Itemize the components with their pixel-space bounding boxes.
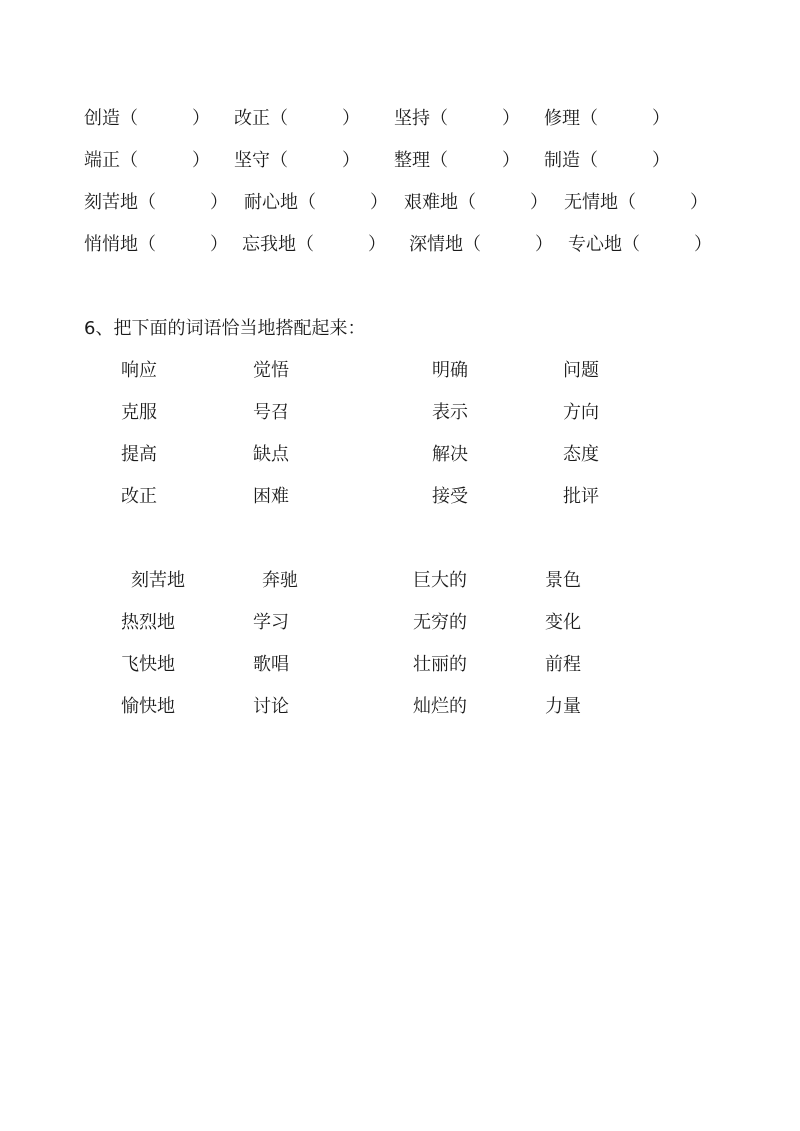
fill-item xyxy=(244,188,388,218)
fill-item xyxy=(242,230,386,260)
blank-parentheses[interactable]: （ ） xyxy=(270,108,360,129)
fill-word: 端正 xyxy=(84,150,120,171)
match-word[interactable]: 奔驰 xyxy=(262,570,298,591)
match-word[interactable]: 歌唱 xyxy=(253,654,289,675)
fill-word: 坚守 xyxy=(234,150,270,171)
match-row xyxy=(0,356,800,386)
blank-parentheses[interactable]: （ ） xyxy=(296,234,386,255)
match-word[interactable]: 明确 xyxy=(432,360,468,381)
match-word[interactable]: 灿烂的 xyxy=(413,696,467,717)
fill-item xyxy=(84,188,228,218)
fill-word: 刻苦地 xyxy=(84,192,138,213)
match-word[interactable]: 改正 xyxy=(121,486,157,507)
blank-parentheses[interactable]: （ ） xyxy=(622,234,712,255)
fill-word: 改正 xyxy=(234,108,270,129)
match-word[interactable]: 解决 xyxy=(432,444,468,465)
fill-item xyxy=(404,188,548,218)
match-word[interactable]: 力量 xyxy=(545,696,581,717)
fill-item xyxy=(564,188,708,218)
blank-parentheses[interactable]: （ ） xyxy=(120,108,210,129)
fill-item xyxy=(84,146,210,176)
fill-word: 整理 xyxy=(394,150,430,171)
blank-parentheses[interactable]: （ ） xyxy=(430,108,520,129)
match-word[interactable]: 缺点 xyxy=(253,444,289,465)
blank-parentheses[interactable]: （ ） xyxy=(138,234,228,255)
blank-parentheses[interactable]: （ ） xyxy=(138,192,228,213)
match-word[interactable]: 讨论 xyxy=(253,696,289,717)
fill-word: 悄悄地 xyxy=(84,234,138,255)
match-word[interactable]: 克服 xyxy=(121,402,157,423)
match-word[interactable]: 学习 xyxy=(253,612,289,633)
fill-item xyxy=(394,104,520,134)
fill-item xyxy=(409,230,553,260)
fill-word: 制造 xyxy=(544,150,580,171)
match-word[interactable]: 问题 xyxy=(563,360,599,381)
match-row xyxy=(0,650,800,680)
blank-parentheses[interactable]: （ ） xyxy=(580,150,670,171)
fill-item xyxy=(84,230,228,260)
match-row xyxy=(0,398,800,428)
match-word[interactable]: 号召 xyxy=(253,402,289,423)
fill-item xyxy=(544,146,670,176)
fill-item xyxy=(394,146,520,176)
match-word[interactable]: 提高 xyxy=(121,444,157,465)
match-word[interactable]: 困难 xyxy=(253,486,289,507)
fill-item xyxy=(544,104,670,134)
match-word[interactable]: 壮丽的 xyxy=(413,654,467,675)
fill-word: 专心地 xyxy=(568,234,622,255)
match-row xyxy=(0,482,800,512)
fill-word: 创造 xyxy=(84,108,120,129)
match-word[interactable]: 愉快地 xyxy=(121,696,175,717)
blank-parentheses[interactable]: （ ） xyxy=(120,150,210,171)
match-word[interactable]: 觉悟 xyxy=(253,360,289,381)
blank-parentheses[interactable]: （ ） xyxy=(463,234,553,255)
question-title: 6、把下面的词语恰当地搭配起来： xyxy=(84,318,366,339)
blank-parentheses[interactable]: （ ） xyxy=(458,192,548,213)
match-word[interactable]: 态度 xyxy=(563,444,599,465)
blank-parentheses[interactable]: （ ） xyxy=(298,192,388,213)
match-row xyxy=(0,608,800,638)
match-word[interactable]: 响应 xyxy=(121,360,157,381)
fill-item xyxy=(234,146,360,176)
blank-parentheses[interactable]: （ ） xyxy=(270,150,360,171)
match-word[interactable]: 前程 xyxy=(545,654,581,675)
fill-item xyxy=(568,230,712,260)
match-word[interactable]: 批评 xyxy=(563,486,599,507)
match-row xyxy=(0,692,800,722)
match-word[interactable]: 刻苦地 xyxy=(131,570,185,591)
fill-word: 耐心地 xyxy=(244,192,298,213)
match-word[interactable]: 无穷的 xyxy=(413,612,467,633)
match-word[interactable]: 景色 xyxy=(545,570,581,591)
fill-word: 艰难地 xyxy=(404,192,458,213)
match-word[interactable]: 变化 xyxy=(545,612,581,633)
fill-word: 忘我地 xyxy=(242,234,296,255)
fill-word: 深情地 xyxy=(409,234,463,255)
match-word[interactable]: 表示 xyxy=(432,402,468,423)
match-word[interactable]: 接受 xyxy=(432,486,468,507)
match-row xyxy=(0,440,800,470)
blank-parentheses[interactable]: （ ） xyxy=(580,108,670,129)
blank-parentheses[interactable]: （ ） xyxy=(430,150,520,171)
fill-item xyxy=(234,104,360,134)
fill-word: 无情地 xyxy=(564,192,618,213)
match-row xyxy=(0,566,800,596)
fill-word: 坚持 xyxy=(394,108,430,129)
match-word[interactable]: 巨大的 xyxy=(413,570,467,591)
match-word[interactable]: 飞快地 xyxy=(121,654,175,675)
match-word[interactable]: 方向 xyxy=(563,402,599,423)
match-word[interactable]: 热烈地 xyxy=(121,612,175,633)
fill-word: 修理 xyxy=(544,108,580,129)
blank-parentheses[interactable]: （ ） xyxy=(618,192,708,213)
fill-item xyxy=(84,104,210,134)
